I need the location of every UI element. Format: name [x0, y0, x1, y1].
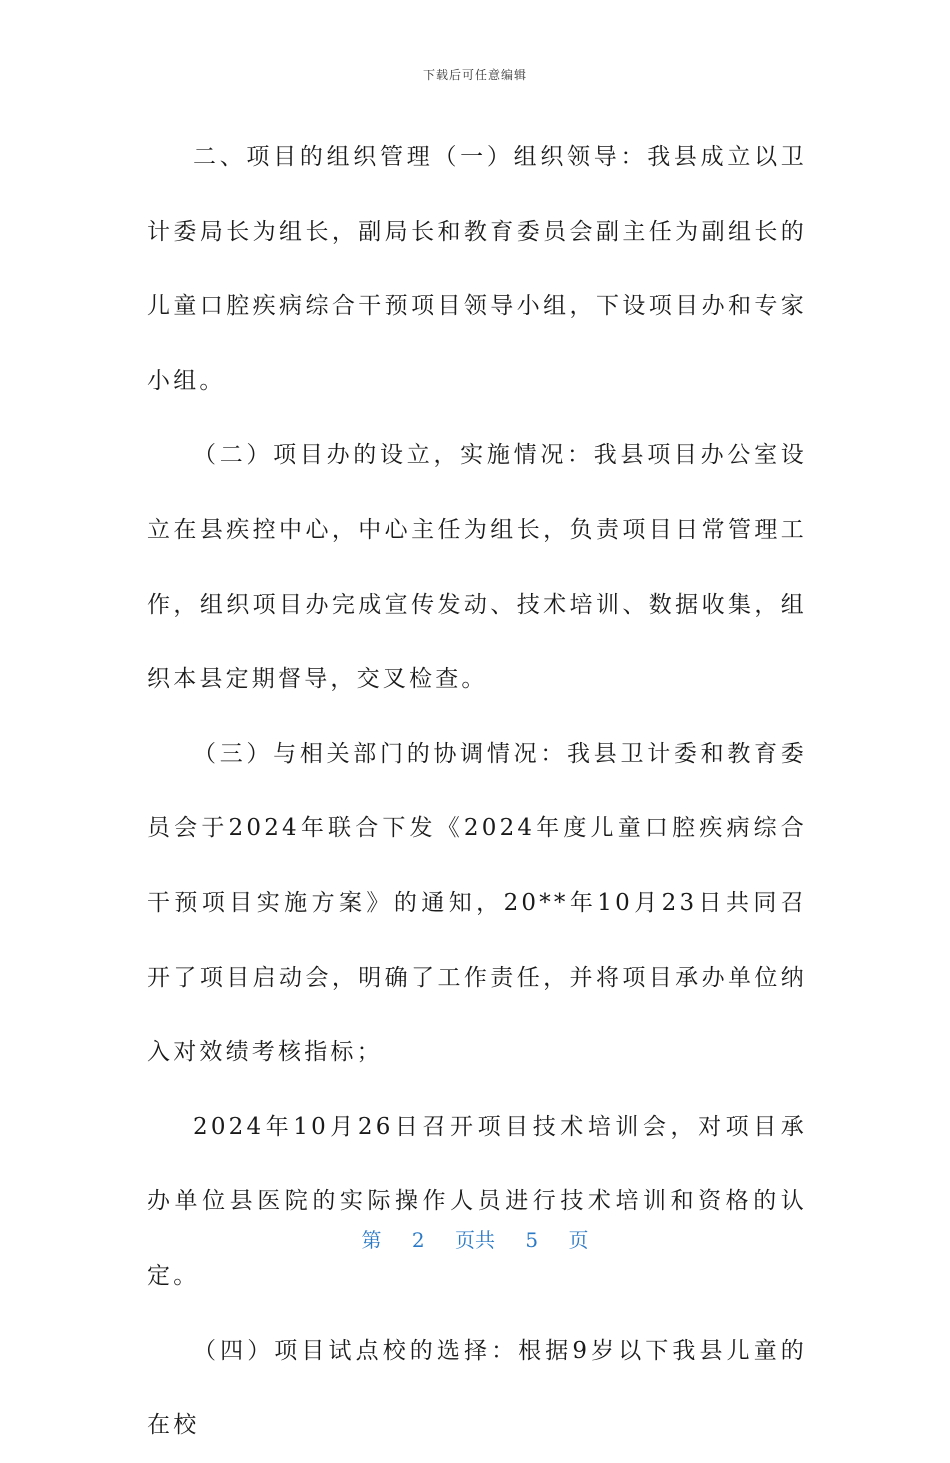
paragraph-project-office: （二）项目办的设立，实施情况：我县项目办公室设立在县疾控中心，中心主任为组长，负责项目日常管理工作，组织项目办完成宣传发动、技术培训、数据收集，组织本县定期督导，交叉检查。	[147, 442, 807, 693]
footer-prefix: 第	[361, 1228, 382, 1252]
footer-suffix: 页	[568, 1228, 589, 1252]
page-header-note: 下载后可任意编辑	[422, 68, 527, 82]
paragraph-department-coordination: （三）与相关部门的协调情况：我县卫计委和教育委员会于2024年联合下发《2024年度儿童口腔疾病综合干预项目实施方案》的通知，20**年10月23日共同召开了项目启动会，明确了工作责任，并将项目承办单位纳入对效绩考核指标；	[147, 740, 807, 1066]
page-number-footer	[0, 1224, 950, 1253]
footer-middle: 页共	[455, 1228, 495, 1252]
footer-current-page: 2	[411, 1228, 425, 1252]
footer-total-pages: 5	[525, 1228, 539, 1252]
document-body	[147, 120, 807, 1463]
paragraph-organization-leadership: 二、项目的组织管理（一）组织领导：我县成立以卫计委局长为组长，副局长和教育委员会副主任为副组长的儿童口腔疾病综合干预项目领导小组，下设项目办和专家小组。	[147, 144, 807, 394]
paragraph-technical-training: 2024年10月26日召开项目技术培训会，对项目承办单位县医院的实际操作人员进行技术培训和资格的认定。	[147, 1113, 807, 1289]
paragraph-pilot-school-selection: （四）项目试点校的选择：根据9岁以下我县儿童的在校	[147, 1337, 807, 1439]
